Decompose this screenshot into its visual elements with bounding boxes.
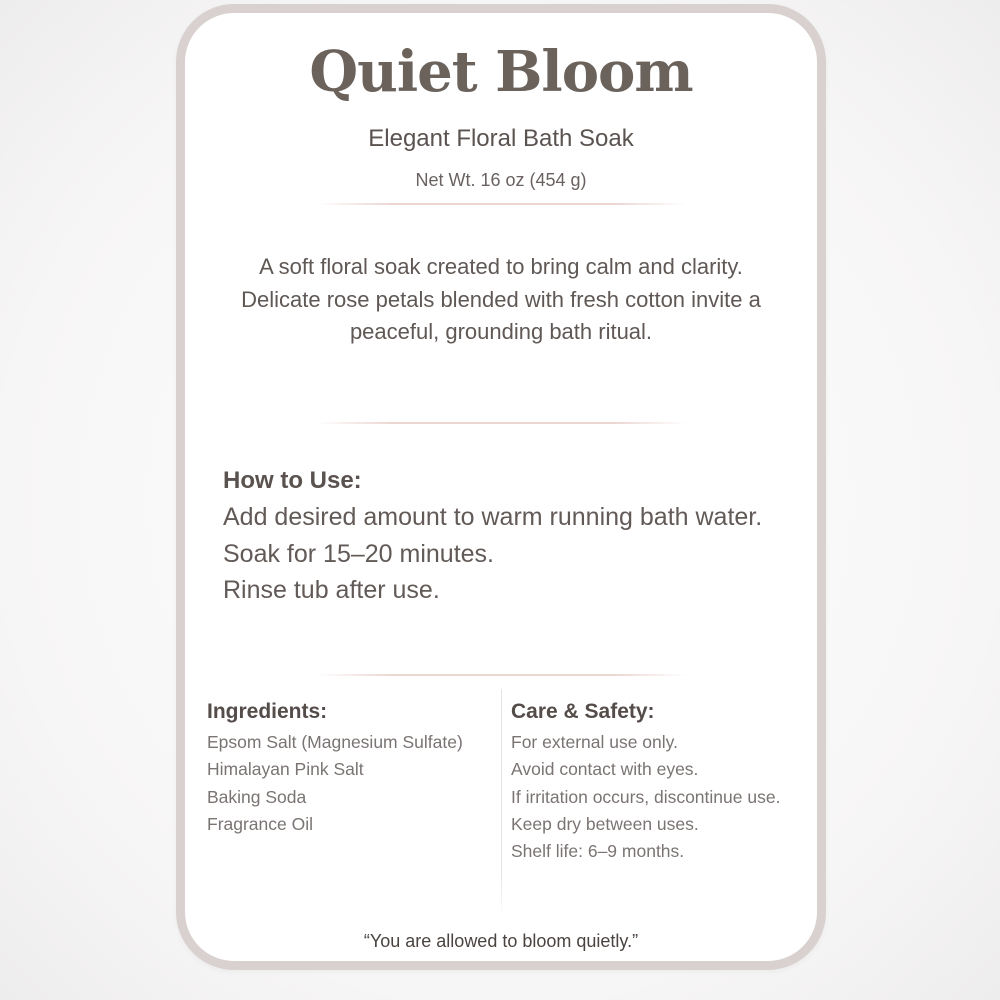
divider-middle [317,422,687,424]
description-line-2: Delicate rose petals blended with fresh cotton invite a peaceful, grounding bath ritual. [241,286,761,344]
net-weight: Net Wt. 16 oz (454 g) [415,170,587,190]
how-to-use-line: Rinse tub after use. [223,576,440,604]
description-line-1: A soft floral soak created to bring calm and clarity. [259,254,743,279]
divider-bottom [317,674,687,676]
tagline-quote: “You are allowed to bloom quietly.” [363,931,639,951]
how-to-use-section [223,463,787,609]
care-safety-item: For external use only. [511,732,678,752]
product-subtitle: Elegant Floral Bath Soak [368,125,634,152]
how-to-use-heading: How to Use: [223,467,362,494]
care-safety-section [511,699,801,865]
care-safety-heading: Care & Safety: [511,700,655,723]
product-label [176,4,826,970]
care-safety-item: Shelf life: 6–9 months. [511,841,685,862]
care-safety-item: Keep dry between uses. [511,813,699,834]
ingredient-item: Baking Soda [207,786,307,807]
ingredients-section [207,699,497,838]
column-divider [501,689,502,919]
how-to-use-line: Soak for 15–20 minutes. [223,539,494,568]
product-title: Quiet Bloom [309,39,693,105]
ingredient-item: Himalayan Pink Salt [207,759,364,780]
ingredients-heading: Ingredients: [207,700,328,723]
care-safety-item: If irritation occurs, discontinue use. [511,786,781,807]
ingredient-item: Epsom Salt (Magnesium Sulfate) [207,732,463,752]
how-to-use-line: Add desired amount to warm running bath water. [223,503,763,531]
care-safety-item: Avoid contact with eyes. [511,759,699,780]
divider-top [317,203,687,205]
product-description [225,251,777,349]
ingredient-item: Fragrance Oil [207,813,314,834]
